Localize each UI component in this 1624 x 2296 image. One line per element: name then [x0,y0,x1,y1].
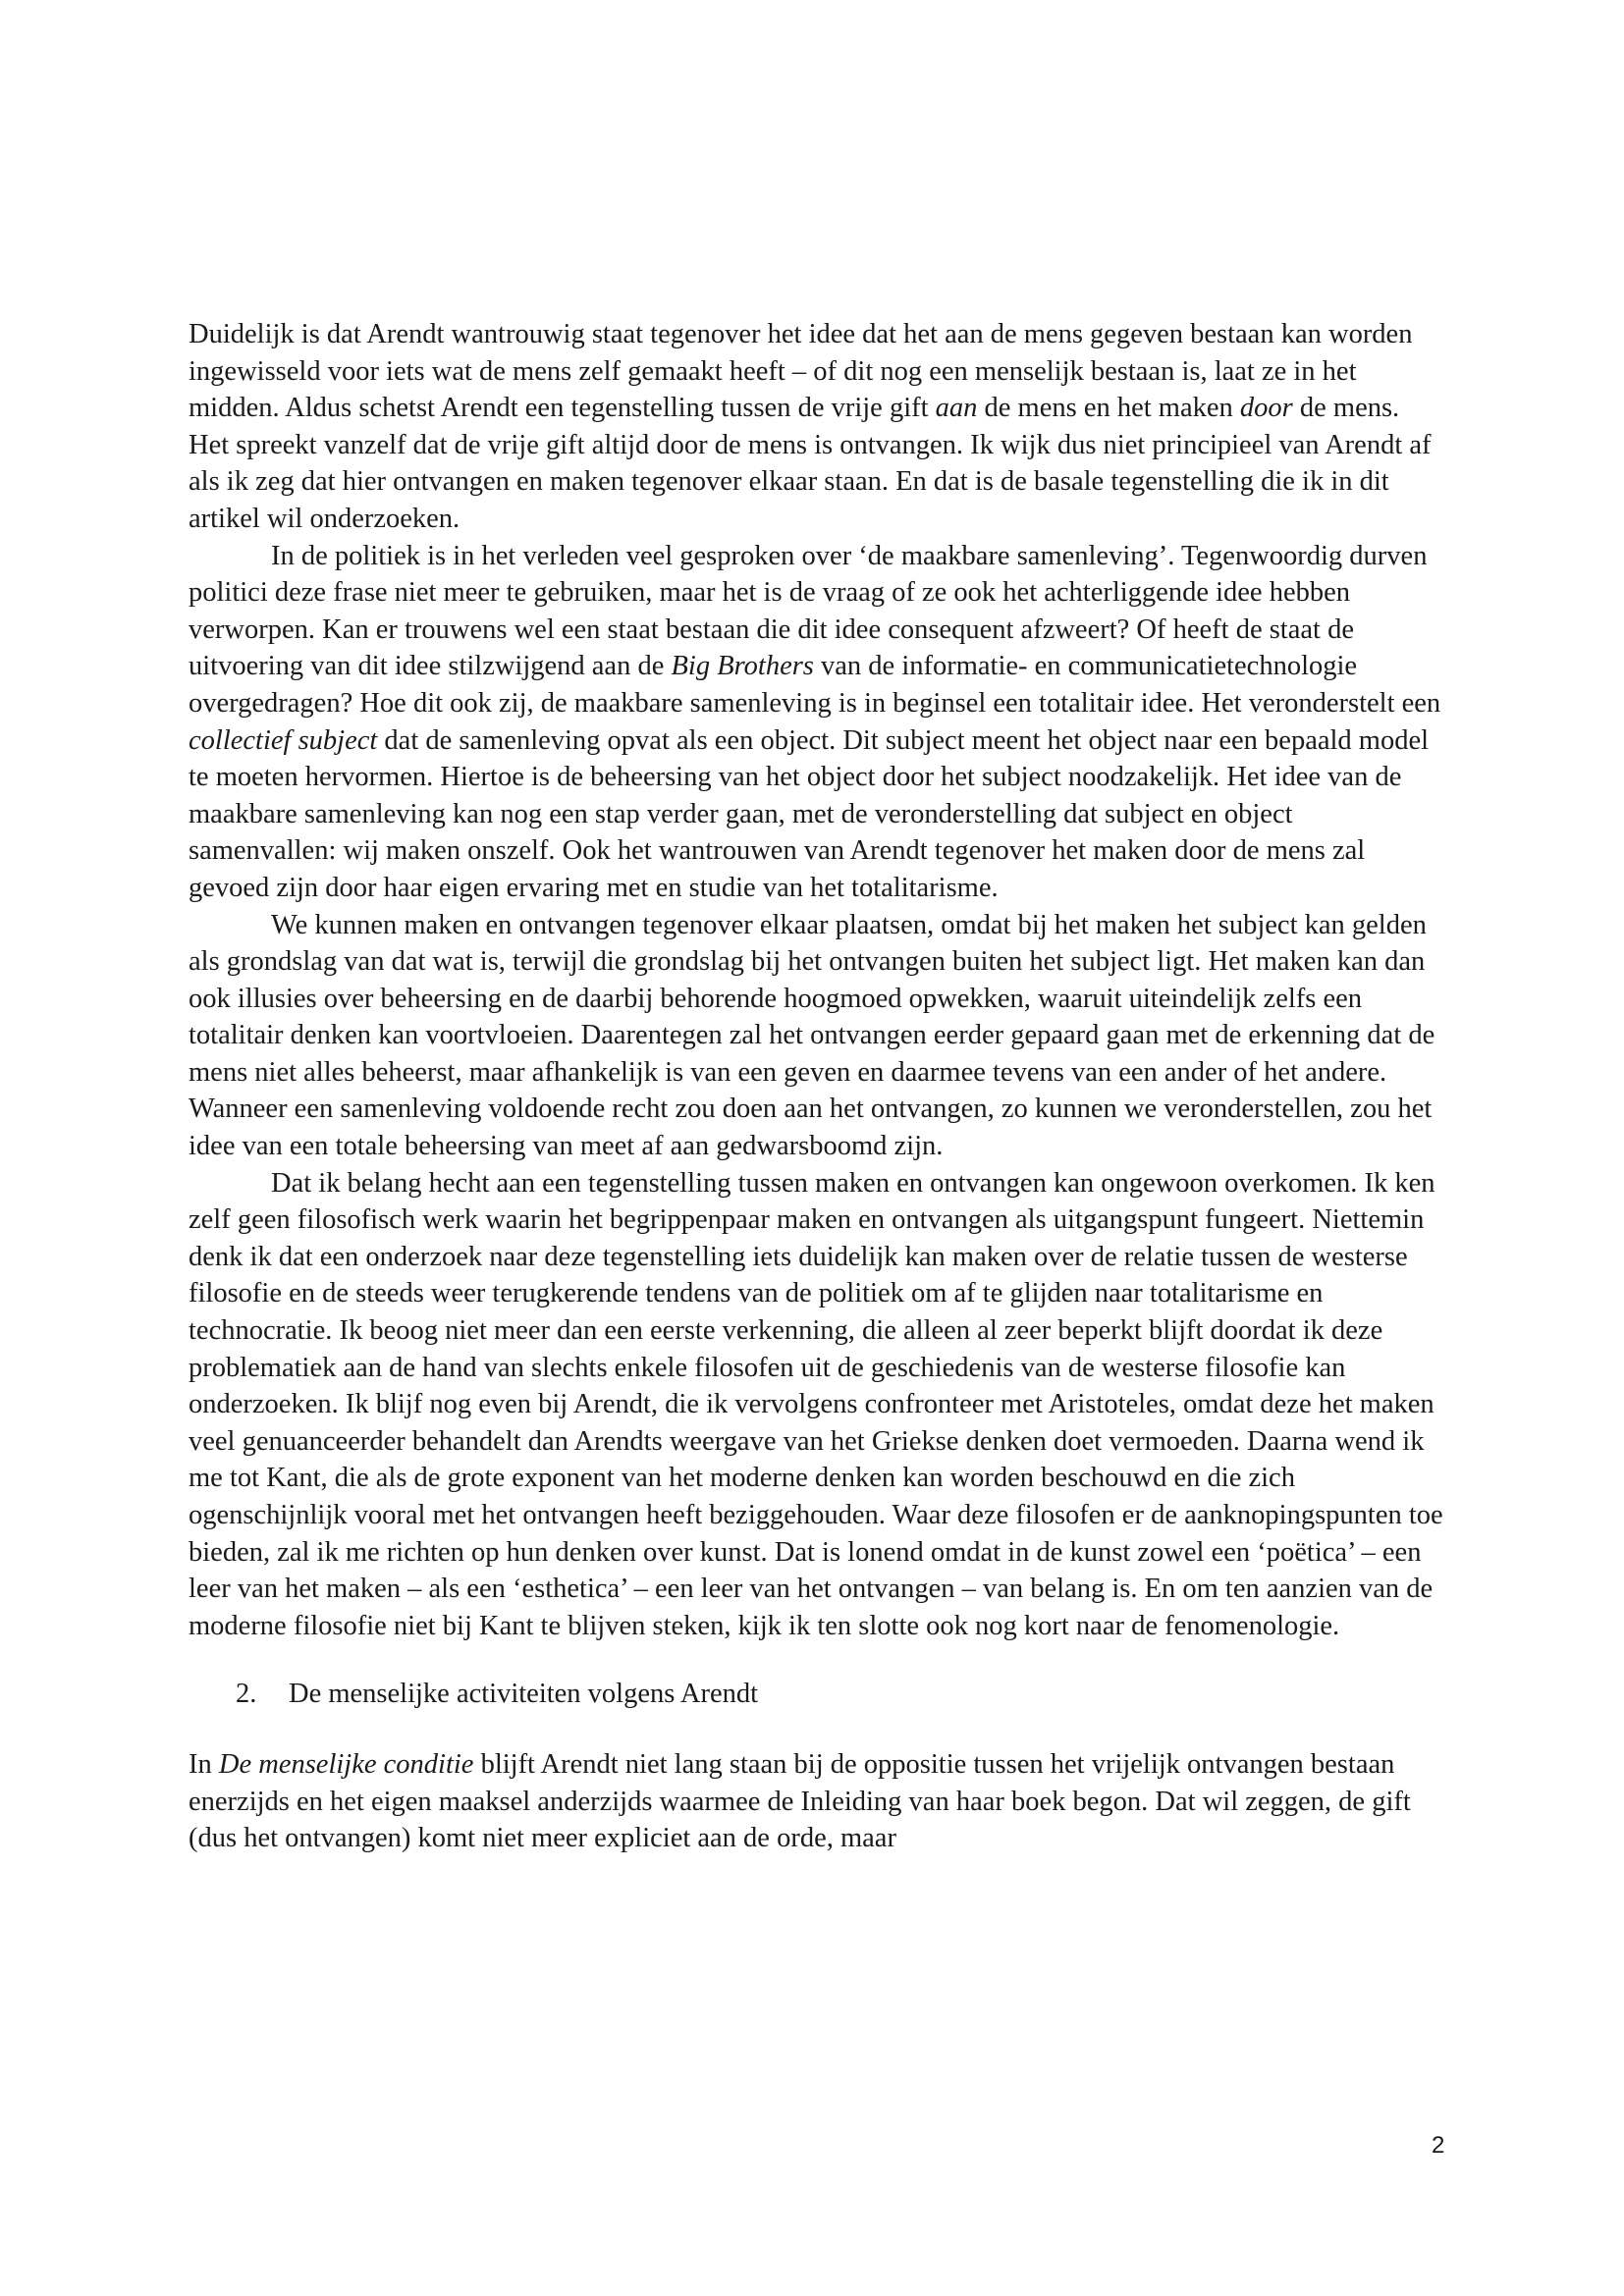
section-number: 2. [236,1679,257,1710]
text-segment: We kunnen maken en ontvangen tegenover elkaar plaatsen, omdat bij het maken het subject kan gelden als grondslag van dat wat is, terwijl die grondslag bij het ontvangen buiten het subject ligt. Het maken kan dan ook illusies over beheersing en de daarbij behorende hoogmoed opwekken, waaruit uiteindelijk zelfs een totalitair denken kan voortvloeien. Daarentegen zal het ontvangen eerder gepaard gaan met de erkenning dat de mens niet alles beheerst, maar afhankelijk is van een geven en daarmee tevens van een ander of het andere. Wanneer een samenleving voldoende recht zou doen aan het ontvangen, zo kunnen we veronderstellen, zou het idee van een totale beheersing van meet af aan gedwarsboomd zijn. [189,909,1435,1162]
paragraph-2 [189,538,1445,907]
text-segment: Dat ik belang hecht aan een tegenstelling tussen maken en ontvangen kan ongewoon overkomen. Ik ken zelf geen filosofisch werk waarin het begrippenpaar maken en ontvangen als uitgangspunt fungeert. Niettemin denk ik dat een onderzoek naar deze tegenstelling iets duidelijk kan maken over de relatie tussen de westerse filosofie en de steeds weer terugkerende tendens van de politiek om af te glijden naar totalitarisme en technocratie. Ik beoog niet meer dan een eerste verkenning, die alleen al zeer beperkt blijft doordat ik deze problematiek aan de hand van slechts enkele filosofen uit de geschiedenis van de westerse filosofie kan onderzoeken. Ik blijf nog even bij Arendt, die ik vervolgens confronteer met Aristoteles, omdat deze het maken veel genuanceerder behandelt dan Arendts weergave van het Griekse denken doet vermoeden. Daarna wend ik me tot Kant, die als de grote exponent van het moderne denken kan worden beschouwd en die zich ogenschijnlijk vooral met het ontvangen heeft beziggehouden. Waar deze filosofen er de aanknopingspunten toe bieden, zal ik me richten op hun denken over kunst. Dat is lonend omdat in de kunst zowel een ‘poëtica’ – een leer van het maken – als een ‘esthetica’ – een leer van het ontvangen – van belang is. En om ten aanzien van de moderne filosofie niet bij Kant te blijven steken, kijk ik ten slotte ook nog kort naar de fenomenologie. [189,1167,1443,1641]
italic-segment: De menselijke conditie [218,1748,474,1780]
text-segment: de mens. Het spreekt vanzelf dat de vrije gift altijd door de mens is ontvangen. Ik wijk dus niet principieel van Arendt af als ik zeg dat hier ontvangen en maken tegenover elkaar staan. En dat is de basale tegenstelling die ik in dit artikel wil onderzoeken. [189,393,1432,534]
document-body [189,316,1445,1857]
italic-segment: Big Brothers [671,651,814,682]
page-number: 2 [1432,2132,1445,2159]
paragraph-1 [189,316,1445,538]
text-segment: van de informatie- en communicatietechnologie overgedragen? Hoe dit ook zij, de maakbare samenleving is in beginsel een totalitair idee. Het veronderstelt een [189,651,1441,719]
section-heading [189,1676,1445,1713]
text-segment: In de politiek is in het verleden veel gesproken over ‘de maakbare samenleving’. Tegenwoordig durven politici deze frase niet meer te gebruiken, maar het is de vraag of ze ook het achterliggende idee hebben verworpen. Kan er trouwens wel een staat bestaan die dit idee consequent afzweert? Of heeft de staat de uitvoering van dit idee stilzwijgend aan de [189,540,1428,682]
text-segment: blijft Arendt niet lang staan bij de oppositie tussen het vrijelijk ontvangen bestaan enerzijds en het eigen maaksel anderzijds waarmee de Inleiding van haar boek begon. Dat wil zeggen, de gift (dus het ontvangen) komt niet meer expliciet aan de orde, maar [189,1748,1411,1854]
italic-segment: aan [935,393,978,424]
paragraph-3 [189,907,1445,1165]
text-segment: In [189,1748,219,1780]
italic-segment: collectief subject [189,724,378,756]
closing-paragraph [189,1746,1445,1857]
section-title: De menselijke activiteiten volgens Arendt [289,1679,759,1710]
text-segment: de mens en het maken [977,393,1240,424]
text-segment: Duidelijk is dat Arendt wantrouwig staat tegenover het idee dat het aan de mens gegeven bestaan kan worden ingewisseld voor iets wat de mens zelf gemaakt heeft – of dit nog een menselijk bestaan is, laat ze in het midden. Aldus schetst Arendt een tegenstelling tussen de vrije gift [189,319,1413,424]
text-segment: dat de samenleving opvat als een object. Dit subject meent het object naar een bepaald model te moeten hervormen. Hiertoe is de beheersing van het object door het subject noodzakelijk. Het idee van de maakbare samenleving kan nog een stap verder gaan, met de veronderstelling dat subject en object samenvallen: wij maken onszelf. Ook het wantrouwen van Arendt tegenover het maken door de mens zal gevoed zijn door haar eigen ervaring met en studie van het totalitarisme. [189,724,1430,903]
paragraph-4 [189,1165,1445,1645]
italic-segment: door [1239,393,1293,424]
